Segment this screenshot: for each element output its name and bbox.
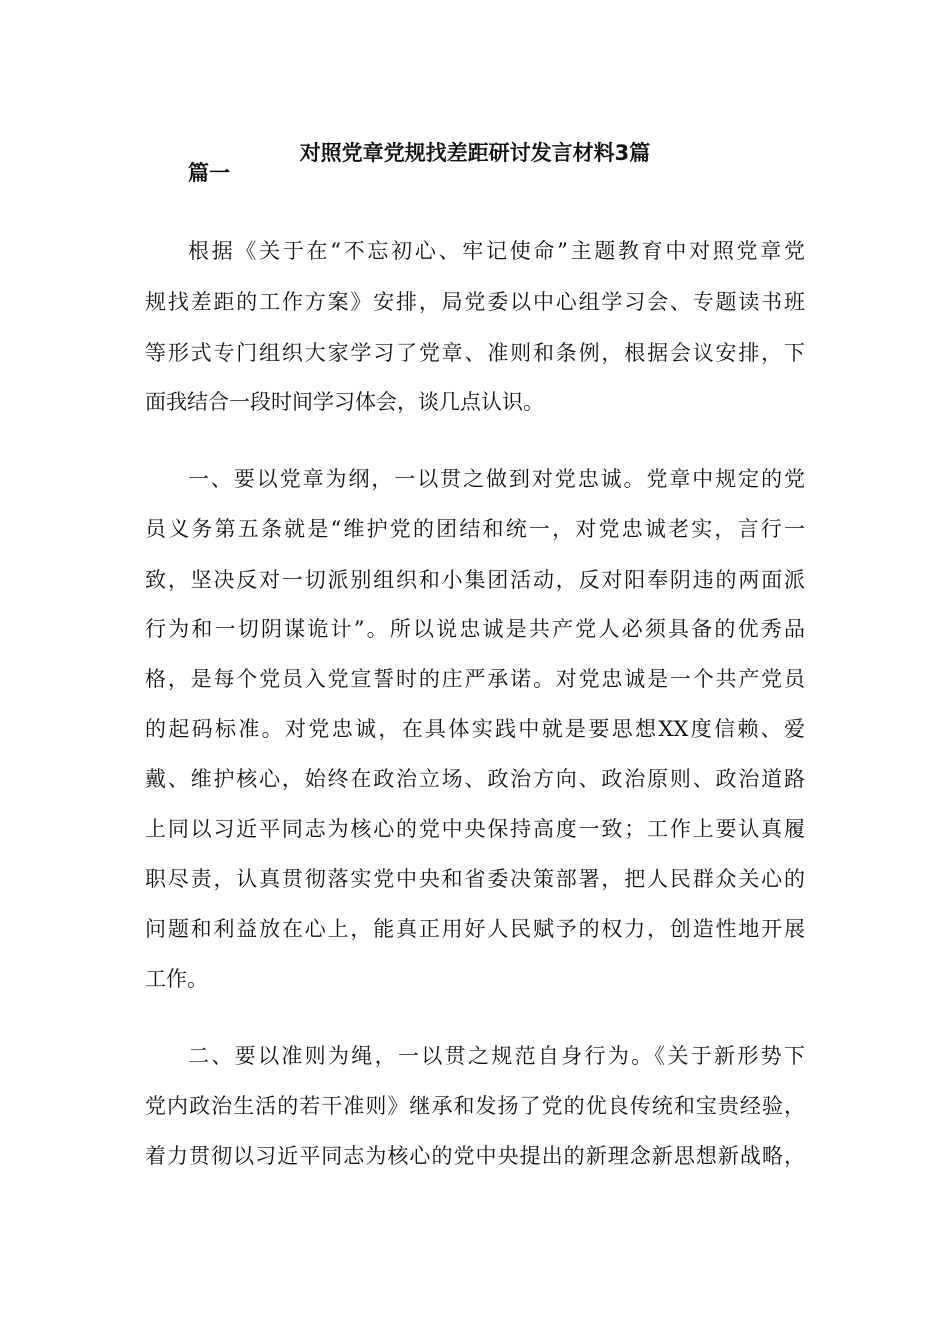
paragraph-line: 格，是每个党员入党宣誓时的庄严承诺。对党忠诚是一个共产党员 (145, 667, 805, 691)
document-title: 对照党章党规找差距研讨发言材料3篇 (299, 141, 651, 165)
paragraph-line: 致，坚决反对一切派别组织和小集团活动，反对阳奉阴违的两面派 (145, 568, 805, 592)
paragraph-line: 一、要以党章为纲，一以贯之做到对党忠诚。党章中规定的党 (188, 467, 805, 491)
section-heading: 篇一 (188, 161, 230, 185)
paragraph-line: 等形式专门组织大家学习了党章、准则和条例，根据会议安排，下 (145, 341, 805, 365)
paragraph-line: 职尽责，认真贯彻落实党中央和省委决策部署，把人民群众关心的 (145, 867, 805, 891)
paragraph-line: 工作。 (145, 967, 208, 991)
paragraph-line: 二、要以准则为绳，一以贯之规范自身行为。《关于新形势下 (188, 1044, 805, 1068)
paragraph-line: 员义务第五条就是“维护党的团结和统一，对党忠诚老实，言行一 (145, 517, 805, 541)
paragraph-line: 上同以习近平同志为核心的党中央保持高度一致；工作上要认真履 (145, 817, 805, 841)
paragraph-line: 戴、维护核心，始终在政治立场、政治方向、政治原则、政治道路 (145, 767, 805, 791)
paragraph-line: 的起码标准。对党忠诚，在具体实践中就是要思想XX度信赖、爱 (145, 717, 805, 741)
paragraph-line: 党内政治生活的若干准则》继承和发扬了党的优良传统和宝贵经验， (145, 1094, 805, 1118)
paragraph-line: 规找差距的工作方案》安排，局党委以中心组学习会、专题读书班 (145, 290, 805, 314)
paragraph-line: 根据《关于在“不忘初心、牢记使命”主题教育中对照党章党 (188, 239, 805, 263)
paragraph-line: 问题和利益放在心上，能真正用好人民赋予的权力，创造性地开展 (145, 917, 805, 941)
paragraph-line: 面我结合一段时间学习体会，谈几点认识。 (145, 390, 544, 414)
paragraph-line: 行为和一切阴谋诡计”。所以说忠诚是共产党人必须具备的优秀品 (145, 617, 805, 641)
paragraph-line: 着力贯彻以习近平同志为核心的党中央提出的新理念新思想新战略， (145, 1144, 805, 1168)
